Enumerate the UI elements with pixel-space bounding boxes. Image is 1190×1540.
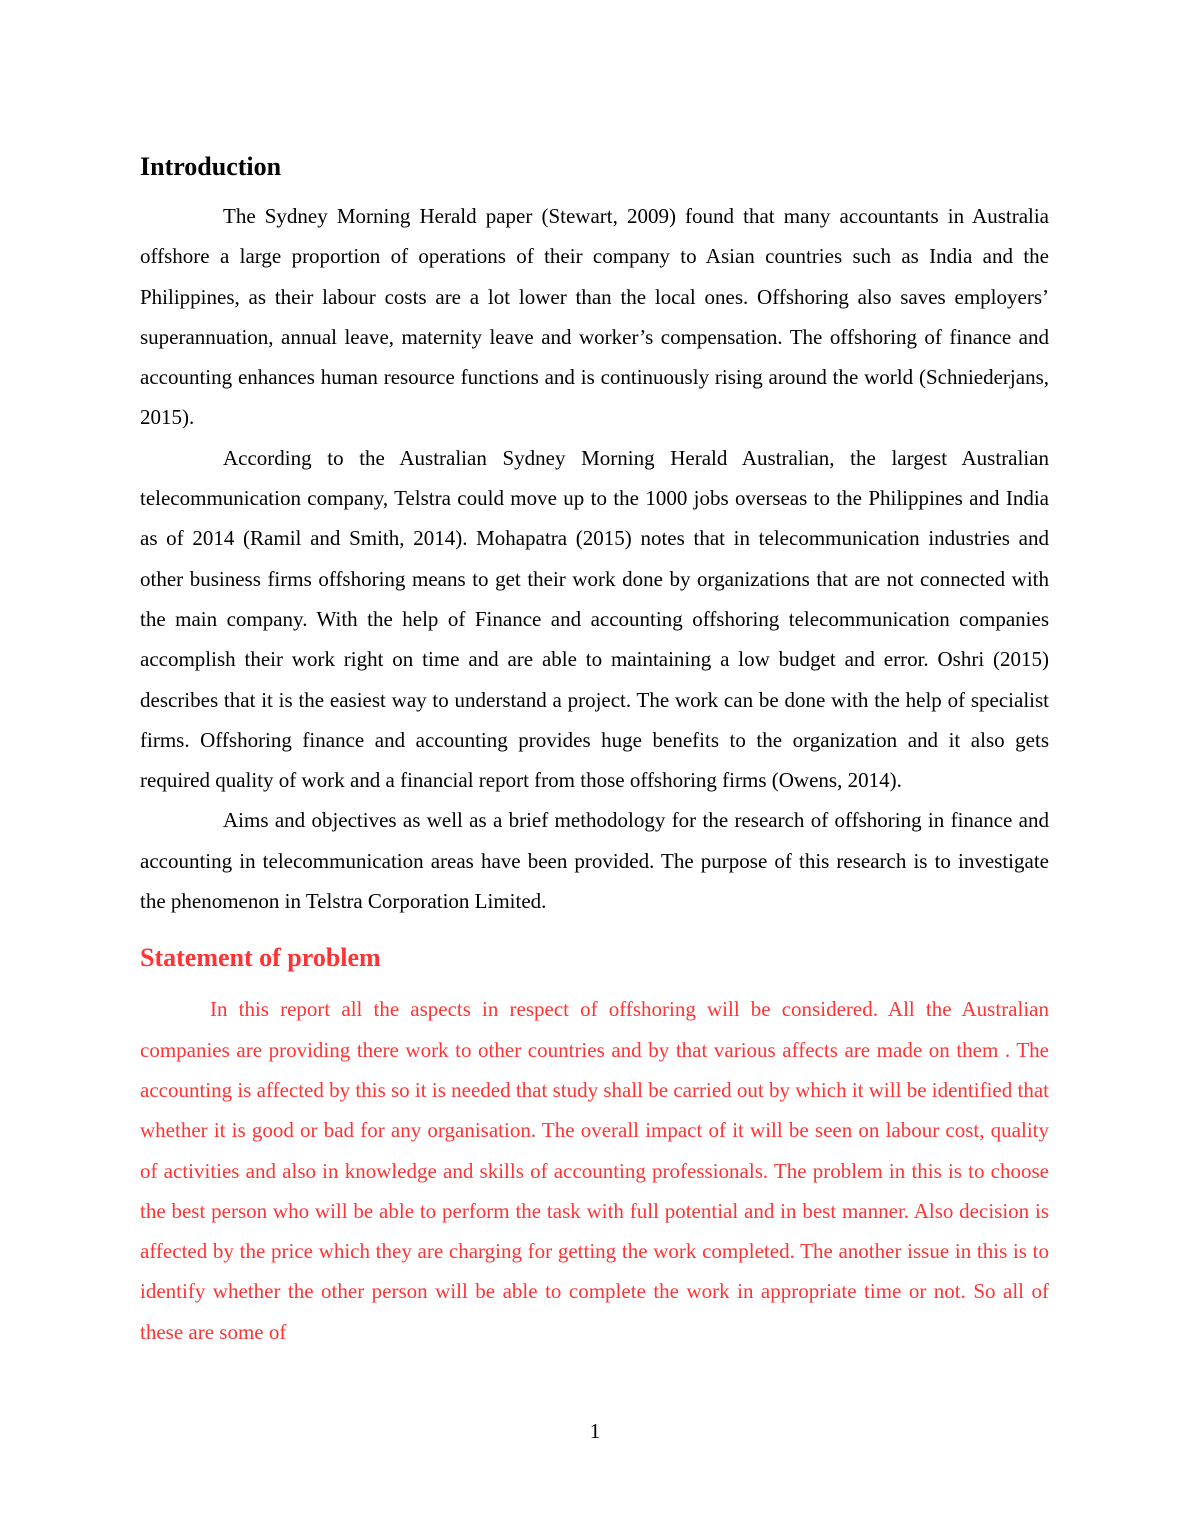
introduction-heading: Introduction	[140, 152, 282, 181]
page-content	[140, 150, 1049, 1352]
introduction-paragraph-3: Aims and objectives as well as a brief methodology for the research of offshoring in finance and accounting in telecommunication areas have been provided. The purpose of this research is to investigate the phenomenon in Telstra Corporation Limited.	[140, 808, 1049, 914]
page-number: 1	[589, 1419, 601, 1443]
statement-of-problem-paragraph: In this report all the aspects in respect of offshoring will be considered. All the Australian companies are providing there work to other countries and by that various affects are made on them . The accounting is affected by this so it is needed that study shall be carried out by which it will be identified that whether it is good or bad for any organisation. The overall impact of it will be seen on labour cost, quality of activities and also in knowledge and skills of accounting professionals. The problem in this is to choose the best person who will be able to perform the task with full potential and in best manner. Also decision is affected by the price which they are charging for getting the work completed. The another issue in this is to identify whether the other person will be able to complete the work in appropriate time or not. So all of these are some of	[140, 997, 1049, 1344]
introduction-paragraph-2: According to the Australian Sydney Morning Herald Australian, the largest Australian telecommunication company, Telstra could move up to the 1000 jobs overseas to the Philippines and India as of 2014 (Ramil and Smith, 2014). Mohapatra (2015) notes that in telecommunication industries and other business firms offshoring means to get their work done by organizations that are not connected with the main company. With the help of Finance and accounting offshoring telecommunication companies accomplish their work right on time and are able to maintaining a low budget and error. Oshri (2015) describes that it is the easiest way to understand a project. The work can be done with the help of specialist firms. Offshoring finance and accounting provides huge benefits to the organization and it also gets required quality of work and a financial report from those offshoring firms (Owens, 2014).	[140, 445, 1049, 793]
introduction-paragraph-1: The Sydney Morning Herald paper (Stewart, 2009) found that many accountants in Australia offshore a large proportion of operations of their company to Asian countries such as India and the Philippines, as their labour costs are a lot lower than the local ones. Offshoring also saves employers’ superannuation, annual leave, maternity leave and worker’s compensation. The offshoring of finance and accounting enhances human resource functions and is continuously rising around the world (Schniederjans, 2015).	[140, 204, 1049, 430]
statement-of-problem-heading: Statement of problem	[140, 943, 381, 973]
